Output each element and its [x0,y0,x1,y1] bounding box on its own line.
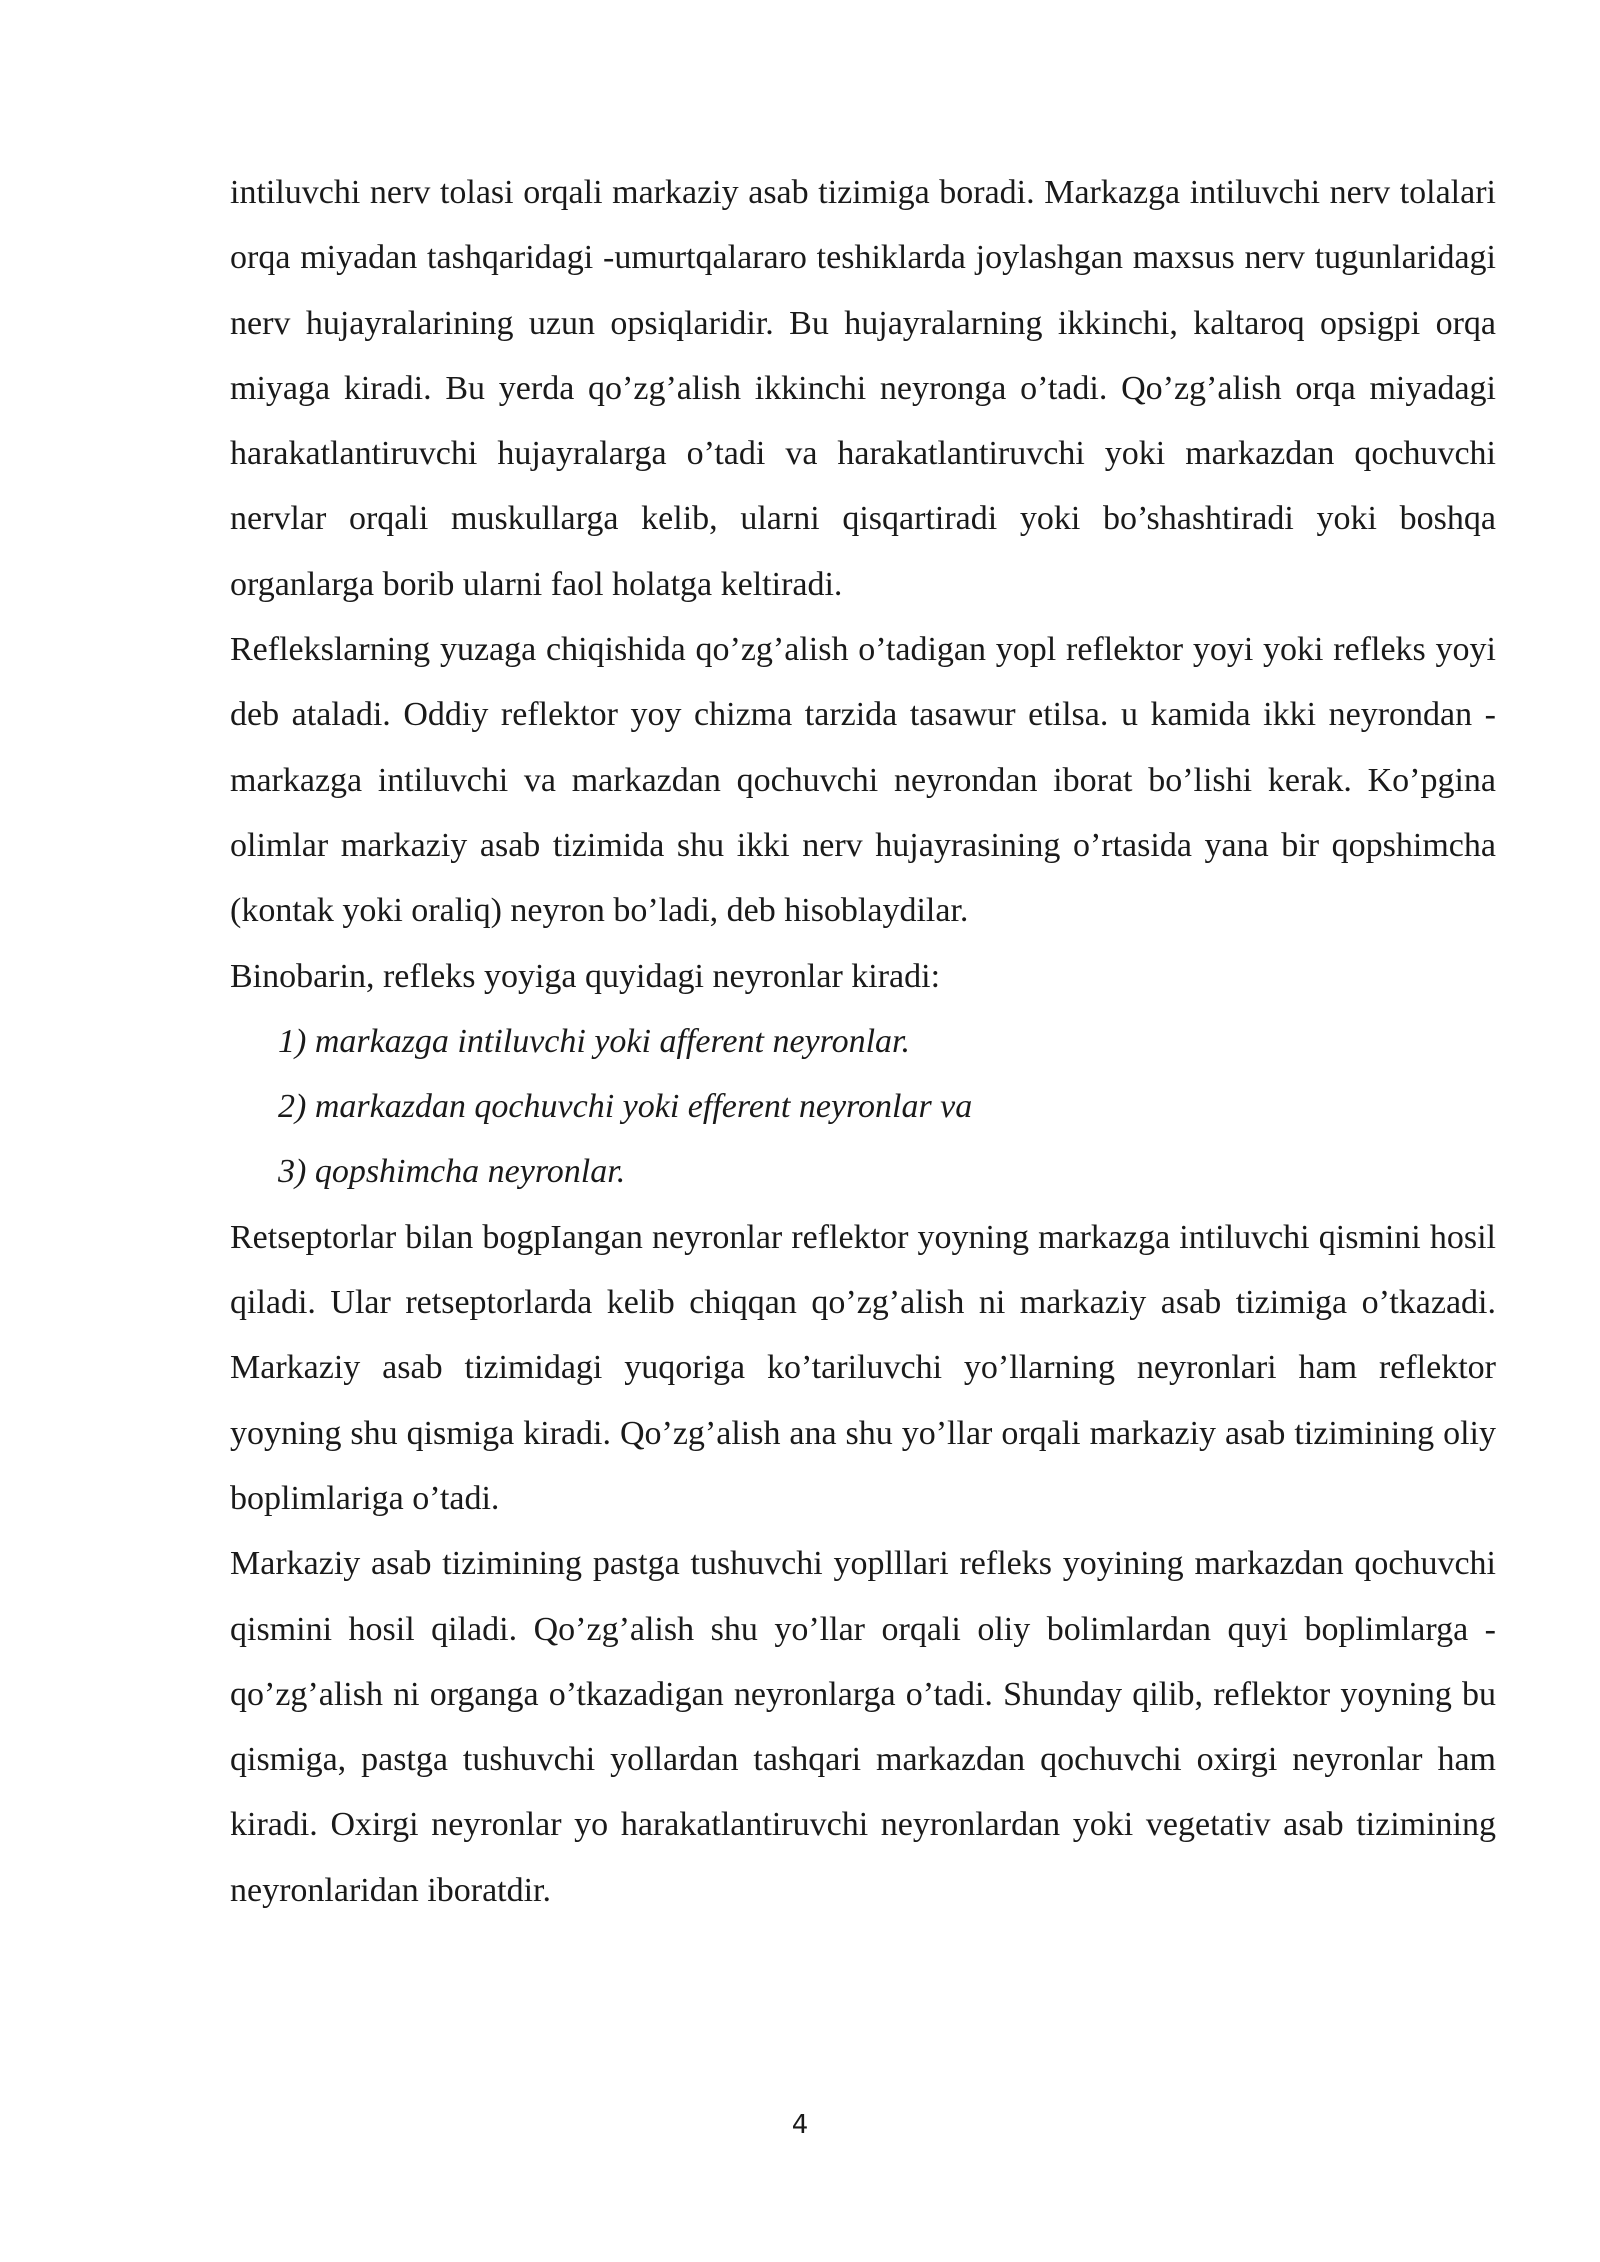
paragraph-3: Binobarin, refleks yoyiga quyidagi neyronlar kiradi: [230,957,941,995]
neuron-list [230,1009,1496,1205]
list-item: 2) markazdan qochuvchi yoki efferent neyronlar va [278,1088,973,1126]
paragraph-5: Markaziy asab tizimining pastga tushuvchi yoplllari refleks yoyining markazdan qochuvchi qismini hosil qiladi. Qo’zg’alish shu yo’llar orqali oliy bolimlardan quyi boplimlarga - qo’zg’alish ni organga o’tkazadigan neyronlarga o’tadi. Shunday qilib, reflektor yoyning bu qismiga, pastga tushuvchi yollardan tashqari markazdan qochuvchi oxirgi neyronlar ham kiradi. Oxirgi neyronlar yo harakatlantiruvchi neyronlardan yoki vegetativ asab tizimining neyronlaridan iboratdir. [230,1545,1496,1909]
paragraph-1: intiluvchi nerv tolasi orqali markaziy asab tizimiga boradi. Markazga intiluvchi nerv tolalari orqa miyadan tashqaridagi -umurtqalararo teshiklarda joylashgan maxsus nerv tugunlaridagi nerv hujayralarining uzun opsiqlaridir. Bu hujayralarning ikkinchi, kaltaroq opsigpi orqa miyaga kiradi. Bu yerda qo’zg’alish ikkinchi neyronga o’tadi. Qo’zg’alish orqa miyadagi harakatlantiruvchi hujayralarga o’tadi va harakatlantiruvchi yoki markazdan qochuvchi nervlar orqali muskullarga kelib, ularni qisqartiradi yoki bo’shashtiradi yoki boshqa organlarga borib ularni faol holatga keltiradi. [230,174,1496,603]
paragraph-4: Retseptorlar bilan bogpIangan neyronlar reflektor yoyning markazga intiluvchi qismini hosil qiladi. Ular retseptorlarda kelib chiqqan qo’zg’alish ni markaziy asab tizimiga o’tkazadi. Markaziy asab tizimidagi yuqoriga ko’tariluvchi yo’llarning neyronlari ham reflektor yoyning shu qismiga kiradi. Qo’zg’alish ana shu yo’llar orqali markaziy asab tizimining oliy boplimlariga o’tadi. [230,1218,1496,1517]
list-item: 3) qopshimcha neyronlar. [278,1153,626,1191]
page-body [230,160,1496,1923]
paragraph-2: Reflekslarning yuzaga chiqishida qo’zg’alish o’tadigan yopl reflektor yoyi yoki refleks yoyi deb ataladi. Oddiy reflektor yoy chizma tarzida tasawur etilsa. u kamida ikki neyrondan - markazga intiluvchi va markazdan qochuvchi neyrondan iborat bo’lishi kerak. Ko’pgina olimlar markaziy asab tizimida shu ikki nerv hujayrasining o’rtasida yana bir qopshimcha (kontak yoki oraliq) neyron bo’ladi, deb hisoblaydilar. [230,631,1496,930]
page-number: 4 [791,2110,809,2140]
list-item: 1) markazga intiluvchi yoki afferent neyronlar. [278,1022,911,1060]
